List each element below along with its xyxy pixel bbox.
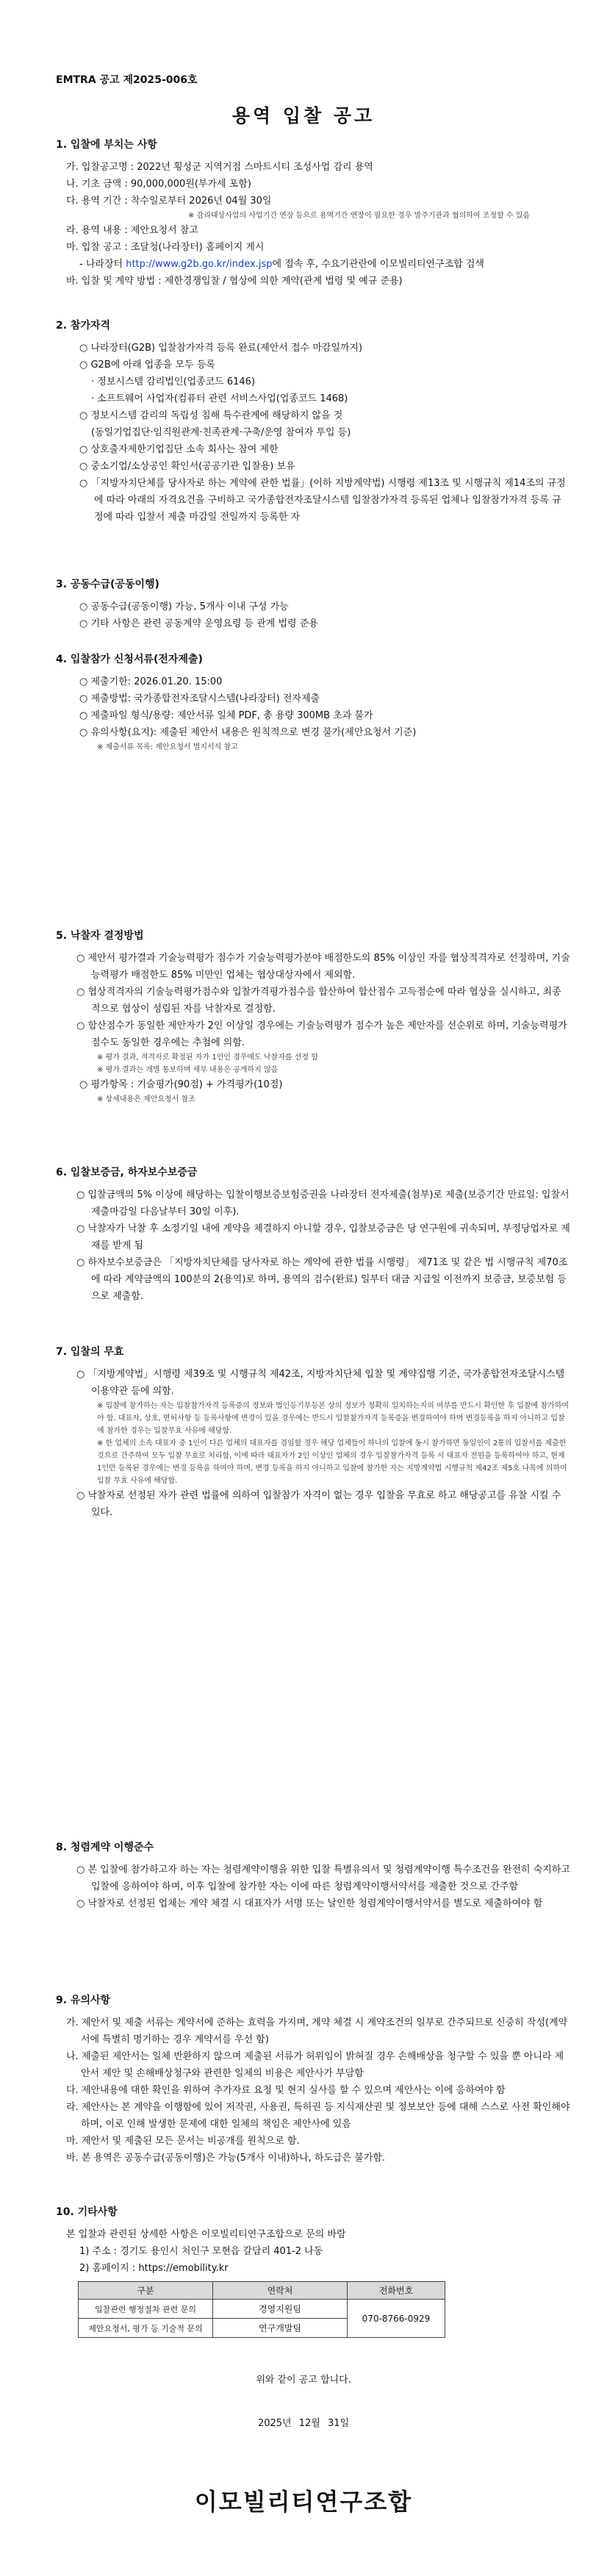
section-4 <box>56 651 570 754</box>
s2-item-a: ○ 나라장터(G2B) 입찰참가자격 등록 완료(제안서 접수 마감일까지) <box>79 343 363 354</box>
s8-item-a: ○ 본 입찰에 참가하고자 하는 자는 청렴계약이행을 위한 입찰 특별유의서 및 청렴계약이행 특수조건을 완전히 숙지하고 입찰에 응하여야 하며, 이후 입찰에 참가한 자는 이에 따른 청렴계약이행서약서를 제출한 것으로 간주함 <box>76 1864 570 1892</box>
section-4-heading: 4. 입찰참가 신청서류(전자제출) <box>56 654 203 665</box>
g2b-link[interactable]: http://www.g2b.go.kr/index.jsp <box>126 259 273 270</box>
section-3-heading: 3. 공동수급(공동이행) <box>56 579 159 590</box>
s1-g2b-pre: - 나라장터 <box>79 259 126 270</box>
s5-item-d: ○ 평가항목 : 기술평가(90점) + 가격평가(10점) <box>79 1079 283 1090</box>
section-3 <box>56 576 570 632</box>
row-1-contact: 경영지원팀 <box>213 2300 348 2319</box>
s6-item-a: ○ 입찰금액의 5% 이상에 해당하는 입찰이행보증보험증권을 나라장터 전자제출(첨부)로 제출(보증기간 만료일: 입찰서 제출마감일 다음날부터 30일 이후). <box>76 1189 570 1217</box>
section-5 <box>56 928 570 1106</box>
s2-item-f: ○ 「지방자치단체를 당사자로 하는 계약에 관한 법률」(이하 지방계약법) 시행령 제13조 및 시행규칙 제14조의 규정에 따라 아래의 자격요건을 구비하고 국가종합전자조달시스템 입찰참가자격 등록된 업체나 입찰참가자격 등록 규정에 따라 입찰서 제출 마감일 전일까지 등록한 자 <box>79 478 566 523</box>
s7-note-2: ※ 한 업체의 소속 대표자 중 1인이 다른 업체의 대표자를 겸임할 경우 해당 업체들이 하나의 입찰에 동시 참가하면 동일인이 2통의 입찰서를 제출한 것으로 간주하여 모두 입찰 무효로 처리함, 이에 따라 대표자가 2인 이상인 업체의 경우 입찰참가자격 등록 시 대표자 전원을 등록하여야 하고, 현재 1인만 등록된 경우에는 변경 등록을 하여야 하며, 변경 등록을 하지 아니하고 입찰에 참가한 자는 지방계약법 시행규칙 제42조 제5호 나목에 의하여 입찰 무효 사유에 해당함. <box>97 1439 567 1485</box>
s4-item-c: ○ 제출파일 형식/용량: 제안서류 일체 PDF, 총 용량 300MB 초과 불가 <box>79 710 373 721</box>
s2-item-c1: (동일기업집단·임직원관계·친족관계·구축/운영 참여자 투입 등) <box>91 427 351 438</box>
phone-number: 070-8766-0929 <box>348 2300 445 2338</box>
section-10-heading: 10. 기타사항 <box>56 2206 118 2218</box>
section-9-heading: 9. 유의사항 <box>56 1994 111 2006</box>
section-9 <box>56 1992 570 2167</box>
table-row <box>79 2300 445 2319</box>
s3-item-a: ○ 공동수급(공동이행) 가능, 5개사 이내 구성 가능 <box>79 601 289 612</box>
s1-note: ※ 감리대상사업의 사업기간 연장 등으로 용역기간 연장이 필요한 경우 발주기관과 협의하여 조정할 수 있음 <box>188 212 531 220</box>
s2-item-c: ○ 정보시스템 감리의 독립성 침해 특수관계에 해당하지 않을 것 <box>79 410 343 421</box>
s5-note-1: ※ 평가 결과, 적격자로 확정된 자가 1인인 경우에도 낙찰자를 선정 함 <box>97 1053 318 1062</box>
s4-item-b: ○ 제출방법: 국가종합전자조달시스템(나라장터) 전자제출 <box>79 693 320 704</box>
announcement-number: EMTRA 공고 제2025-006호 <box>56 74 198 86</box>
s9-item-d: 라. 제안사는 본 계약을 이행함에 있어 저작권, 사용권, 특허권 등 지식재산권 및 정보보안 등에 대해 스스로 사전 확인해야 하며, 이로 인해 발생한 문제에 대한 일체의 책임은 제안사에 있음 <box>66 2102 570 2130</box>
section-1 <box>56 137 570 290</box>
contact-table-header <box>79 2282 445 2300</box>
s4-item-a: ○ 제출기한: 2026.01.20. 15:00 <box>79 676 223 687</box>
closing-statement: 위와 같이 공고 합니다. <box>256 2375 351 2386</box>
row-2-contact: 연구개발팀 <box>213 2319 348 2338</box>
s2-item-b1: · 정보시스템 감리법인(업종코드 6146) <box>91 376 256 387</box>
s9-item-f: 바. 본 용역은 공동수급(공동이행)은 가능(5개사 이내)하나, 하도급은 불가함. <box>66 2153 386 2164</box>
s9-item-e: 마. 제안서 및 제출된 모든 문서는 비공개를 원칙으로 함. <box>66 2136 300 2147</box>
s5-note-3: ※ 상세내용은 제안요청서 참조 <box>97 1095 195 1103</box>
s1-item-e: 마. 입찰 공고 : 조달청(나라장터) 홈페이지 게시 <box>66 242 265 253</box>
s6-item-c: ○ 하자보수보증금은 「지방자치단체를 당사자로 하는 계약에 관한 법률 시행령」 제71조 및 같은 법 시행규칙 제70조에 따라 계약금액의 100분의 2(용역)로 하며, 용역의 검수(완료) 일부터 대금 지급일 이전까지 보증금, 보증보험 등으로 제출함. <box>76 1257 568 1302</box>
row-2-category: 제안요청서, 평가 등 기술적 문의 <box>79 2319 213 2338</box>
section-1-heading: 1. 입찰에 부치는 사항 <box>56 139 157 151</box>
s10-address: 1) 주소 : 경기도 용인시 처인구 모현읍 갈담리 401-2 나동 <box>79 2246 323 2257</box>
row-1-category: 입찰관련 행정절차 관련 문의 <box>79 2300 213 2319</box>
s2-item-b2: · 소프트웨어 사업자(컴퓨터 관련 서비스사업(업종코드 1468) <box>91 393 348 404</box>
s1-g2b-line <box>56 256 570 273</box>
section-6 <box>56 1164 570 1305</box>
s2-item-d: ○ 상호출자제한기업집단 소속 회사는 참여 제한 <box>79 444 279 455</box>
s4-note: ※ 제출서류 목록: 제안요청서 별지서식 참고 <box>97 743 238 751</box>
s9-item-a: 가. 제안서 및 제출 서류는 계약서에 준하는 효력을 가지며, 계약 체결 시 계약조건의 일부로 간주되므로 신중히 작성(계약서에 특별히 명기하는 경우 계약서를 우선 함) <box>66 2017 568 2045</box>
section-2-heading: 2. 참가자격 <box>56 320 111 332</box>
contact-table <box>78 2281 445 2338</box>
col-header-contact: 연락처 <box>213 2282 348 2300</box>
s9-item-c: 다. 제안내용에 대한 확인을 위하여 추가자료 요청 및 현지 실사를 할 수 있으며 제안사는 이에 응하여야 함 <box>66 2085 506 2096</box>
s5-note-2: ※ 평가 결과는 개별 통보하며 세부 내용은 공개하지 않음 <box>97 1066 279 1074</box>
section-7-heading: 7. 입찰의 무효 <box>56 1346 124 1358</box>
s7-item-a: ○ 「지방계약법」시행령 제39조 및 시행규칙 제42조, 지방자치단체 입찰 및 계약집행 기준, 국가종합전자조달시스템 이용약관 등에 의함. <box>76 1369 565 1397</box>
announcement-date: 2025년 12월 31일 <box>257 2418 350 2429</box>
section-8 <box>56 1839 570 1912</box>
section-7 <box>56 1344 570 1521</box>
s6-item-b: ○ 낙찰자가 낙찰 후 소정기일 내에 계약을 체결하지 아니할 경우, 입찰보증금은 당 연구원에 귀속되며, 부정당업자로 제재를 받게 됨 <box>76 1223 570 1251</box>
page-title: 용역 입찰 공고 <box>231 105 376 126</box>
s1-g2b-post: 에 접속 후, 수요기관란에 이모빌리티연구조합 검색 <box>272 259 484 270</box>
s7-item-b: ○ 낙찰자로 선정된 자가 관련 법률에 의하여 입찰참가 자격이 없는 경우 입찰을 무효로 하고 해당공고를 유찰 시킬 수 있다. <box>76 1490 561 1518</box>
section-8-heading: 8. 청렴계약 이행준수 <box>56 1842 154 1853</box>
s5-item-c: ○ 합산점수가 동일한 제안자가 2인 이상일 경우에는 기술능력평가 점수가 높은 제안자를 선순위로 하며, 기술능력평가 점수도 동일한 경우에는 추첨에 의함. <box>76 1020 567 1048</box>
section-10 <box>56 2204 570 2338</box>
s1-item-b: 나. 기초 금액 : 90,000,000원(부가세 포함) <box>66 179 251 190</box>
section-5-heading: 5. 낙찰자 결정방법 <box>56 930 144 942</box>
s10-homepage: 2) 홈페이지 : https://emobility.kr <box>79 2263 229 2274</box>
section-6-heading: 6. 입찰보증금, 하자보수보증금 <box>56 1167 198 1178</box>
s1-item-d: 라. 용역 내용 : 제안요청서 참고 <box>66 225 198 236</box>
s10-intro: 본 입찰과 관련된 상세한 사항은 이모빌리티연구조합으로 문의 바람 <box>66 2229 346 2240</box>
s1-item-a: 가. 입찰공고명 : 2022년 횡성군 지역거점 스마트시티 조성사업 감리 용역 <box>66 162 373 173</box>
s5-item-a: ○ 제안서 평가결과 기술능력평가 점수가 기술능력평가분야 배점한도의 85% 이상인 자를 협상적격자로 선정하며, 기술능력평가 배점한도 85% 미만인 업체는 협상대상자에서 제외함. <box>76 953 570 981</box>
s8-item-b: ○ 낙찰자로 선정된 업체는 계약 체결 시 대표자가 서명 또는 날인한 청렴계약이행서약서를 별도로 제출하여야 함 <box>76 1898 543 1909</box>
s1-item-c: 다. 용역 기간 : 착수일로부터 2026년 04월 30일 <box>66 196 272 207</box>
col-header-category: 구분 <box>79 2282 213 2300</box>
s7-note-1: ※ 입찰에 참가하는 자는 입찰참가자격 등록증의 정보와 법인등기부등본 상의 정보가 정확히 일치하는지의 여부를 반드시 확인한 후 입찰에 참가하여야 함. 대표자, 상호, 면허사항 등 등록사항에 변경이 있을 경우에는 반드시 입찰참가자격 등록증을 변경하여야 하며 변경등록을 하지 아니하고 입찰에 참가한 경우는 입찰무효 사유에 해당함. <box>97 1402 570 1435</box>
s2-item-b: ○ G2B에 아래 업종을 모두 등록 <box>79 359 215 371</box>
s3-item-b: ○ 기타 사항은 관련 공동계약 운영요령 등 관계 법령 준용 <box>79 618 318 629</box>
s5-item-b: ○ 협상적격자의 기술능력평가점수와 입찰가격평가점수를 합산하여 합산점수 고득점순에 따라 협상을 실시하고, 최종적으로 협상이 성립된 자를 낙찰자로 결정함. <box>76 987 561 1015</box>
s9-item-b: 나. 제출된 제안서는 일체 반환하지 않으며 제출된 서류가 허위임이 밝혀질 경우 손해배상을 청구할 수 있을 뿐 아니라 제안서 제안 및 손해배상청구와 관련한 일체의 비용은 제안사가 부담함 <box>66 2051 564 2079</box>
col-header-phone: 전화번호 <box>348 2282 445 2300</box>
s1-item-f: 바. 입찰 및 계약 방법 : 제한경쟁입찰 / 협상에 의한 계약(관계 법령 및 예규 준용) <box>66 276 403 287</box>
organization-name: 이모빌리티연구조합 <box>194 2488 413 2516</box>
s2-item-e: ○ 중소기업/소상공인 확인서(공공기관 입찰용) 보유 <box>79 461 295 472</box>
section-2 <box>56 318 570 526</box>
s4-item-d: ○ 유의사항(요지): 제출된 제안서 내용은 원칙적으로 변경 불가(제안요청서 기준) <box>79 727 417 738</box>
